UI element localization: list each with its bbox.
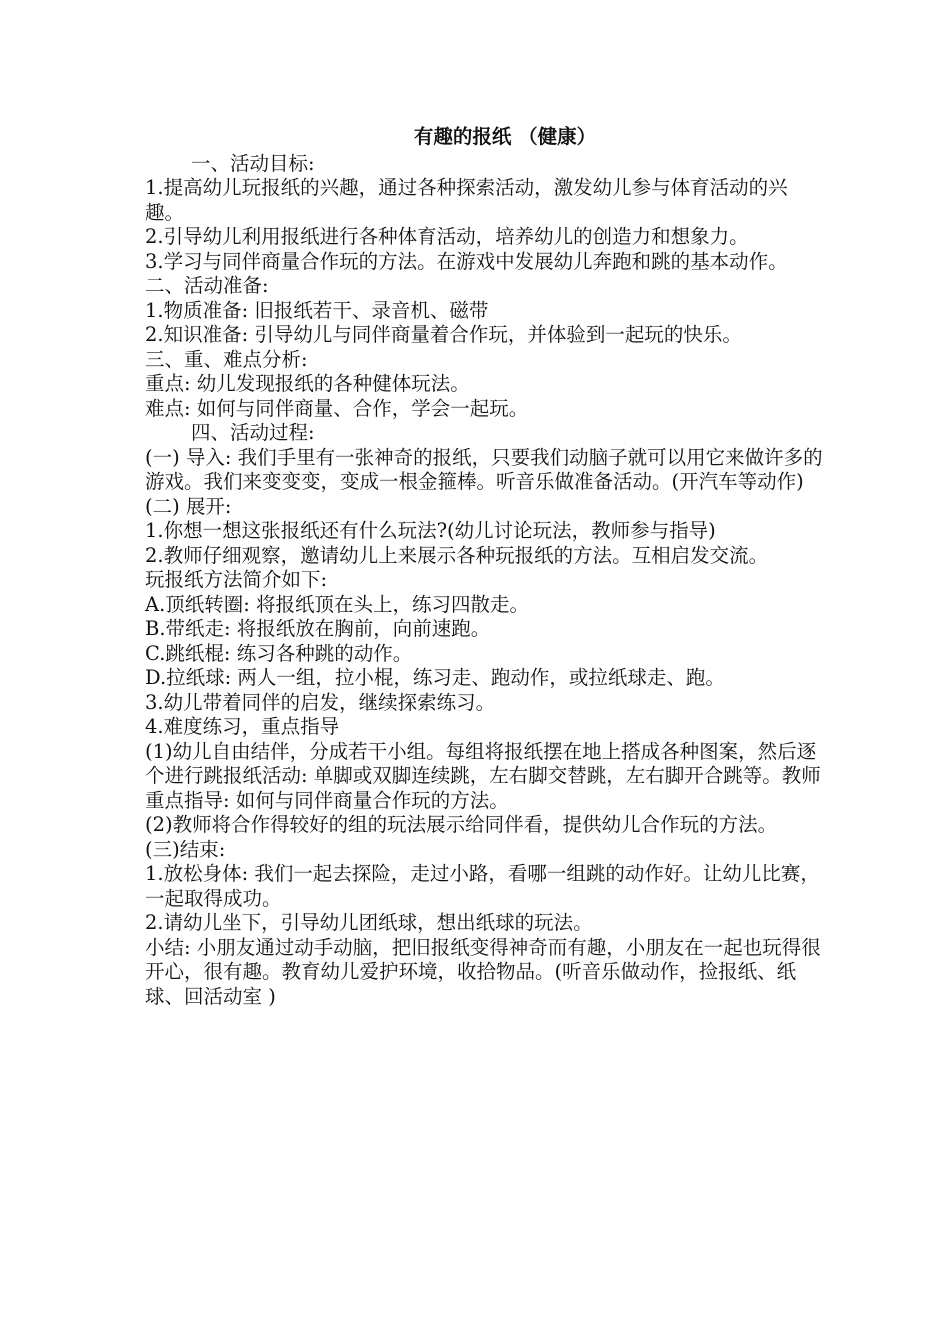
paragraph-line: 3.幼儿带着同伴的启发，继续探索练习。 [145,690,496,714]
paragraph-line: 1.提高幼儿玩报纸的兴趣，通过各种探索活动，激发幼儿参与体育活动的兴趣。 [145,176,788,224]
paragraph-line: 二、活动准备: [145,274,269,297]
paragraph-line: 1.物质准备: 旧报纸若干、录音机、磁带 [145,298,489,322]
paragraph-line: (一) 导入: 我们手里有一张神奇的报纸，只要我们动脑子就可以用它来做许多的游戏。我们来变变变，变成一根金箍棒。听音乐做准备活动。(开汽车等动作) [145,445,823,493]
paragraph-line: (1)幼儿自由结伴，分成若干小组。每组将报纸摆在地上搭成各种图案，然后逐个进行跳报纸活动: 单脚或双脚连续跳，左右脚交替跳，左右脚开合跳等。教师重点指导: 如何与同伴商量合作玩的方法。 [145,739,821,812]
paragraph-line: 四、活动过程: [191,421,315,444]
paragraph-line: (二) 展开: [145,494,232,518]
paragraph-line: 2.教师仔细观察，邀请幼儿上来展示各种玩报纸的方法。互相启发交流。 [145,543,769,567]
paragraph-line: 小结: 小朋友通过动手动脑，把旧报纸变得神奇而有趣，小朋友在一起也玩得很开心，很有趣。教育幼儿爱护环境，收拾物品。(听音乐做动作，捡报纸、纸球、回活动室 ) [145,935,821,1008]
paragraph-line: B.带纸走: 将报纸放在胸前，向前速跑。 [145,617,491,640]
paragraph-line: 2.引导幼儿利用报纸进行各种体育活动，培养幼儿的创造力和想象力。 [145,225,749,248]
paragraph-line: (三)结束: [145,837,226,861]
paragraph-line: 3.学习与同伴商量合作玩的方法。在游戏中发展幼儿奔跑和跳的基本动作。 [145,249,788,273]
paragraph-line: (2)教师将合作得较好的组的玩法展示给同伴看，提供幼儿合作玩的方法。 [145,813,778,836]
paragraph-line: 2.请幼儿坐下，引导幼儿团纸球，想出纸球的玩法。 [145,911,593,934]
document-page [145,125,825,1009]
paragraph-line: C.跳纸棍: 练习各种跳的动作。 [145,641,413,665]
paragraph-line: 三、重、难点分析: [145,347,308,371]
paragraph-line: 一、活动目标: [191,151,315,175]
paragraph-line: 玩报纸方法简介如下: [145,568,328,591]
paragraph-line: D.拉纸球: 两人一组，拉小棍，练习走、跑动作，或拉纸球走、跑。 [145,666,725,689]
paragraph-line: 1.放松身体: 我们一起去探险，走过小路，看哪一组跳的动作好。让幼儿比赛，一起取得成功。 [145,862,820,910]
paragraph-line: 2.知识准备: 引导幼儿与同伴商量着合作玩，并体验到一起玩的快乐。 [145,323,742,346]
paragraph-line: 4.难度练习，重点指导 [145,715,340,738]
paragraph-line: 重点: 幼儿发现报纸的各种健体玩法。 [145,372,470,395]
document-body [145,152,825,1010]
document-title: 有趣的报纸 （健康） [413,125,597,148]
paragraph-line: 难点: 如何与同伴商量、合作，学会一起玩。 [145,396,529,420]
paragraph-line: 1.你想一想这张报纸还有什么玩法?(幼儿讨论玩法，教师参与指导) [145,519,716,542]
paragraph-line: A.顶纸转圈: 将报纸顶在头上，练习四散走。 [145,592,530,616]
